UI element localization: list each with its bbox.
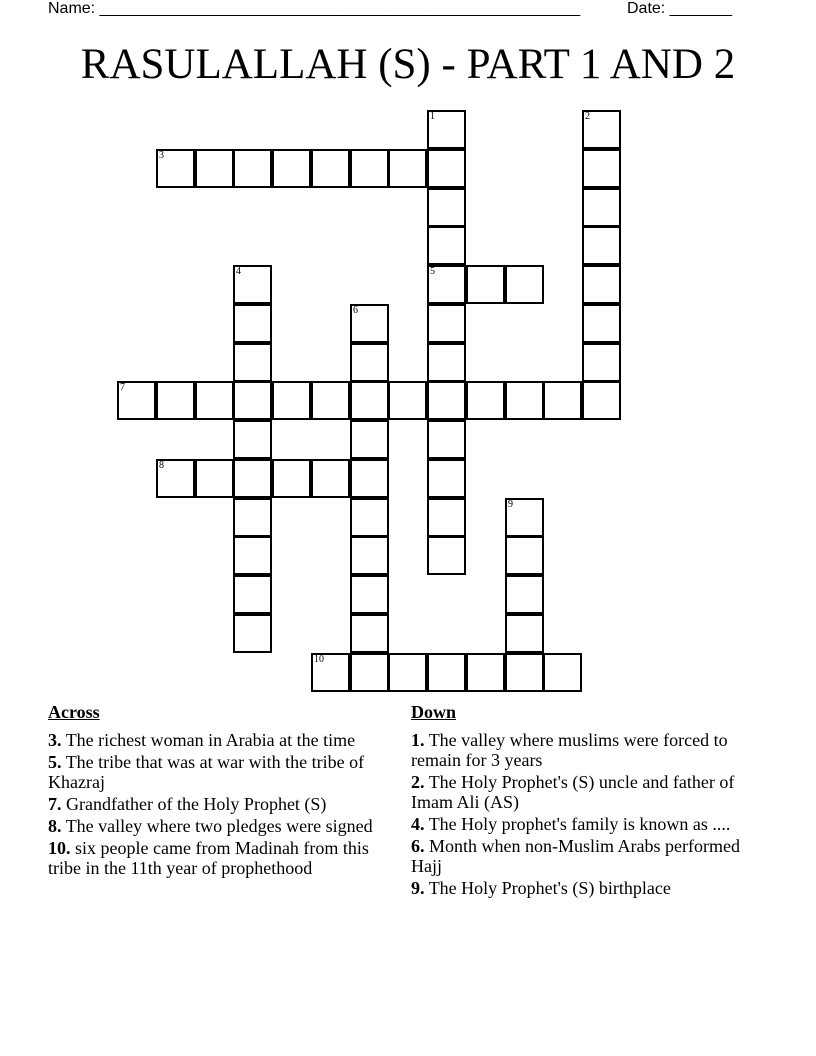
clue-down-9: 9. The Holy Prophet's (S) birthplace: [411, 878, 671, 898]
clue-down-2: 2. The Holy Prophet's (S) uncle and father of Imam Ali (AS): [411, 772, 735, 812]
grid-cell[interactable]: [350, 653, 389, 692]
grid-cell[interactable]: [388, 381, 427, 420]
grid-cell[interactable]: [427, 265, 466, 304]
grid-cell[interactable]: [427, 498, 466, 537]
grid-cell[interactable]: [582, 149, 621, 188]
grid-cell[interactable]: [233, 614, 272, 653]
grid-cell[interactable]: [427, 149, 466, 188]
grid-cell[interactable]: [505, 381, 544, 420]
grid-cell[interactable]: [427, 343, 466, 382]
down-clues: [411, 702, 763, 900]
across-clues: [48, 702, 400, 880]
clue-down-6: 6. Month when non-Muslim Arabs performed Hajj: [411, 836, 740, 876]
grid-cell[interactable]: [582, 188, 621, 227]
clue-down-4: 4. The Holy prophet's family is known as ....: [411, 814, 731, 834]
grid-cell[interactable]: [505, 614, 544, 653]
down-heading: Down: [411, 702, 457, 722]
grid-cell[interactable]: [505, 536, 544, 575]
grid-cell[interactable]: [466, 265, 505, 304]
clue-across-3: 3. The richest woman in Arabia at the time: [48, 730, 356, 750]
cell-number: 4: [236, 266, 241, 277]
grid-cell[interactable]: [233, 304, 272, 343]
grid-cell[interactable]: [233, 149, 272, 188]
grid-cell[interactable]: [272, 381, 311, 420]
grid-cell[interactable]: [233, 265, 272, 304]
grid-cell[interactable]: [350, 614, 389, 653]
grid-cell[interactable]: [543, 381, 582, 420]
grid-cell[interactable]: [427, 536, 466, 575]
grid-cell[interactable]: [582, 343, 621, 382]
cell-number: 7: [120, 382, 125, 393]
grid-cell[interactable]: [582, 226, 621, 265]
grid-cell[interactable]: [350, 381, 389, 420]
grid-cell[interactable]: [156, 381, 195, 420]
cell-number: 3: [159, 150, 164, 161]
grid-cell[interactable]: [233, 575, 272, 614]
grid-cell[interactable]: [233, 536, 272, 575]
grid-cell[interactable]: [582, 304, 621, 343]
grid-cell[interactable]: [233, 459, 272, 498]
grid-cell[interactable]: [233, 343, 272, 382]
grid-cell[interactable]: [350, 536, 389, 575]
grid-cell[interactable]: [195, 459, 234, 498]
clue-down-1: 1. The valley where muslims were forced to remain for 3 years: [411, 730, 728, 770]
grid-cell[interactable]: [311, 149, 350, 188]
grid-cell[interactable]: [311, 653, 350, 692]
grid-cell[interactable]: [427, 110, 466, 149]
grid-cell[interactable]: [233, 498, 272, 537]
grid-cell[interactable]: [427, 381, 466, 420]
cell-number: 10: [314, 654, 324, 665]
grid-cell[interactable]: [233, 420, 272, 459]
grid-cell[interactable]: [505, 653, 544, 692]
grid-cell[interactable]: [427, 188, 466, 227]
grid-cell[interactable]: [272, 459, 311, 498]
clue-across-7: 7. Grandfather of the Holy Prophet (S): [48, 794, 327, 814]
cell-number: 1: [430, 111, 435, 122]
grid-cell[interactable]: [117, 381, 156, 420]
grid-cell[interactable]: [582, 110, 621, 149]
grid-cell[interactable]: [195, 381, 234, 420]
across-heading: Across: [48, 702, 100, 722]
grid-cell[interactable]: [156, 149, 195, 188]
page-title: RASULALLAH (S) - PART 1 AND 2: [80, 41, 736, 88]
grid-cell[interactable]: [388, 653, 427, 692]
grid-cell[interactable]: [582, 265, 621, 304]
grid-cell[interactable]: [582, 381, 621, 420]
grid-cell[interactable]: [350, 420, 389, 459]
grid-cell[interactable]: [195, 149, 234, 188]
grid-cell[interactable]: [311, 381, 350, 420]
grid-cell[interactable]: [272, 149, 311, 188]
grid-cell[interactable]: [505, 265, 544, 304]
grid-cell[interactable]: [427, 420, 466, 459]
name-field-label: Name: ______________________________________________________: [48, 0, 581, 17]
grid-cell[interactable]: [350, 459, 389, 498]
clue-across-5: 5. The tribe that was at war with the tribe of Khazraj: [48, 752, 365, 792]
grid-cell[interactable]: [427, 304, 466, 343]
clue-across-10: 10. six people came from Madinah from this tribe in the 11th year of prophethood: [48, 838, 369, 878]
grid-cell[interactable]: [350, 575, 389, 614]
grid-cell[interactable]: [505, 498, 544, 537]
grid-cell[interactable]: [350, 343, 389, 382]
grid-cell[interactable]: [156, 459, 195, 498]
grid-cell[interactable]: [466, 653, 505, 692]
cell-number: 2: [585, 111, 590, 122]
grid-cell[interactable]: [233, 381, 272, 420]
grid-cell[interactable]: [543, 653, 582, 692]
grid-cell[interactable]: [350, 149, 389, 188]
clue-across-8: 8. The valley where two pledges were signed: [48, 816, 373, 836]
grid-cell[interactable]: [427, 459, 466, 498]
grid-cell[interactable]: [427, 653, 466, 692]
cell-number: 9: [508, 499, 513, 510]
grid-cell[interactable]: [388, 149, 427, 188]
grid-cell[interactable]: [505, 575, 544, 614]
grid-cell[interactable]: [427, 226, 466, 265]
date-field-label: Date: _______: [627, 0, 732, 17]
grid-cell[interactable]: [311, 459, 350, 498]
cell-number: 8: [159, 460, 164, 471]
cell-number: 6: [353, 305, 358, 316]
grid-cell[interactable]: [350, 498, 389, 537]
grid-cell[interactable]: [350, 304, 389, 343]
cell-number: 5: [430, 266, 435, 277]
grid-cell[interactable]: [466, 381, 505, 420]
